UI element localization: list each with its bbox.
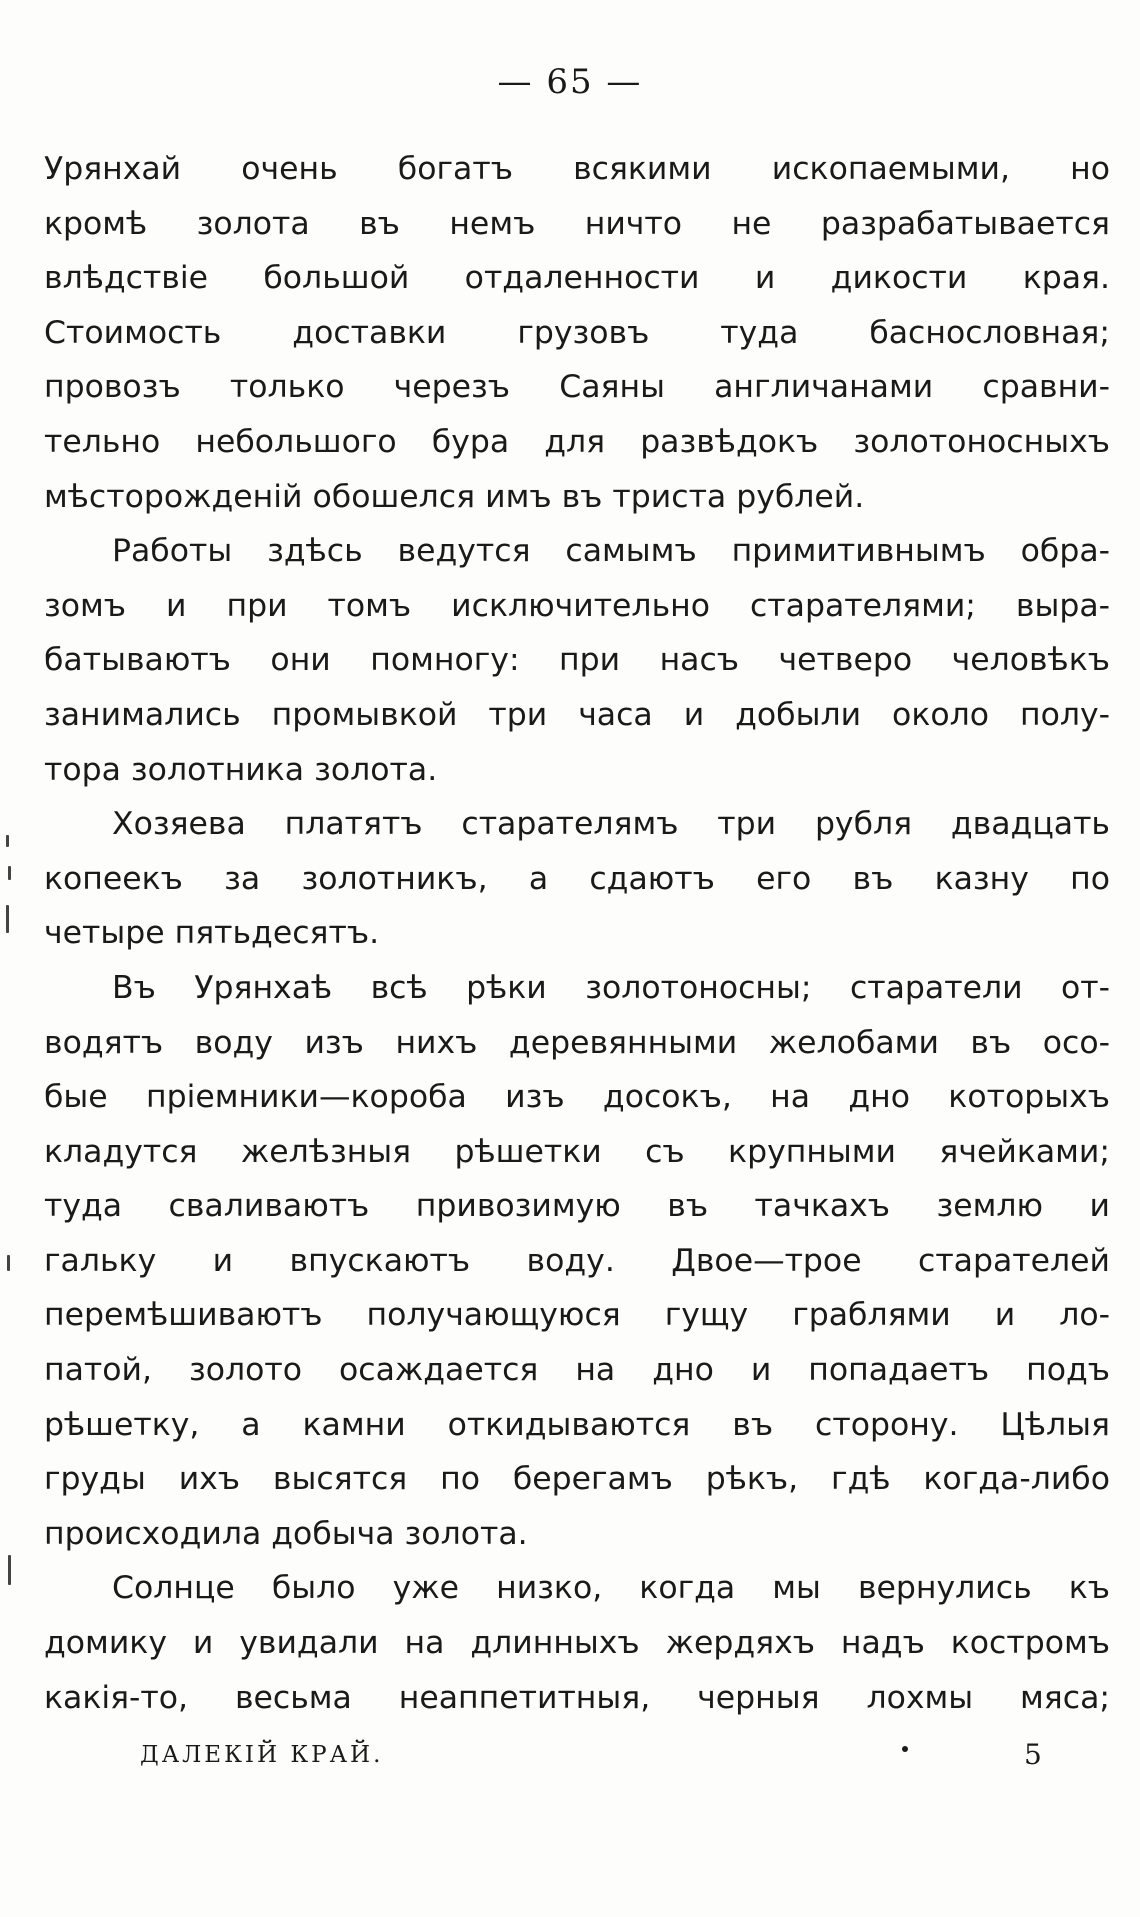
text-line: водятъ воду изъ нихъ деревянными желобами въ осо-	[44, 1024, 1110, 1061]
text-line: какія-то, весьма неаппетитныя, черныя лохмы мяса;	[44, 1679, 1110, 1716]
text-line: копеекъ за золотникъ, а сдаютъ его въ казну по	[44, 860, 1110, 897]
text-line: груды ихъ высятся по берегамъ рѣкъ, гдѣ когда-либо	[44, 1461, 1110, 1498]
text-line: перемѣшиваютъ получающуюся гущу граблями и ло-	[44, 1297, 1110, 1334]
scan-speck	[6, 835, 9, 847]
page-number: — 65 —	[497, 62, 643, 102]
text-line: патой, золото осаждается на дно и попадаетъ подъ	[44, 1352, 1110, 1389]
text-line: Солнце было уже низко, когда мы вернулись къ	[112, 1570, 1110, 1607]
text-line: провозъ только черезъ Саяны англичанами сравни-	[44, 369, 1110, 406]
scan-speck	[6, 905, 9, 933]
text-line: домику и увидали на длинныхъ жердяхъ надъ костромъ	[44, 1625, 1110, 1662]
scan-speck	[8, 866, 11, 880]
text-line: тора золотника золота.	[44, 751, 438, 788]
text-line: занимались промывкой три часа и добыли около полу-	[44, 696, 1110, 733]
text-line: кромѣ золота въ немъ ничто не разрабатывается	[44, 205, 1110, 242]
body-text	[44, 142, 1110, 1725]
text-line: Въ Урянхаѣ всѣ рѣки золотоносны; старатели от-	[112, 969, 1110, 1006]
scan-speck	[8, 1555, 11, 1585]
text-line: батываютъ они помногу: при насъ четверо человѣкъ	[44, 642, 1110, 679]
text-line: Работы здѣсь ведутся самымъ примитивнымъ обра-	[112, 533, 1110, 570]
footer-signature-mark: 5	[1024, 1738, 1042, 1771]
text-line: Урянхай очень богатъ всякими ископаемыми, но	[44, 151, 1110, 187]
text-line: кладутся желѣзныя рѣшетки съ крупными ячейками;	[44, 1133, 1110, 1170]
footer-dot	[902, 1746, 908, 1752]
text-line: влѣдствіе большой отдаленности и дикости края.	[44, 260, 1110, 297]
text-line: Хозяева платятъ старателямъ три рубля двадцать	[112, 806, 1110, 843]
text-line: туда сваливаютъ привозимую въ тачкахъ землю и	[44, 1188, 1110, 1225]
text-line: четыре пятьдесятъ.	[44, 915, 380, 952]
text-line: происходила добыча золота.	[44, 1515, 528, 1552]
text-line: рѣшетку, а камни откидываются въ сторону. Цѣлыя	[44, 1406, 1110, 1443]
text-line: Стоимость доставки грузовъ туда баснословная;	[44, 314, 1110, 351]
text-line: зомъ и при томъ исключительно старателями; выра-	[44, 587, 1110, 624]
text-line: мѣсторожденій обошелся имъ въ триста рублей.	[44, 478, 865, 515]
footer-book-title: ДАЛЕКІЙ КРАЙ.	[140, 1742, 384, 1768]
text-line: бые пріемники—короба изъ досокъ, на дно которыхъ	[44, 1079, 1110, 1116]
text-line: тельно небольшого бура для развѣдокъ золотоносныхъ	[44, 423, 1110, 460]
page-footer	[0, 1738, 1140, 1778]
scan-speck	[7, 1255, 10, 1271]
text-line: гальку и впускаютъ воду. Двое—трое старателей	[44, 1242, 1110, 1279]
